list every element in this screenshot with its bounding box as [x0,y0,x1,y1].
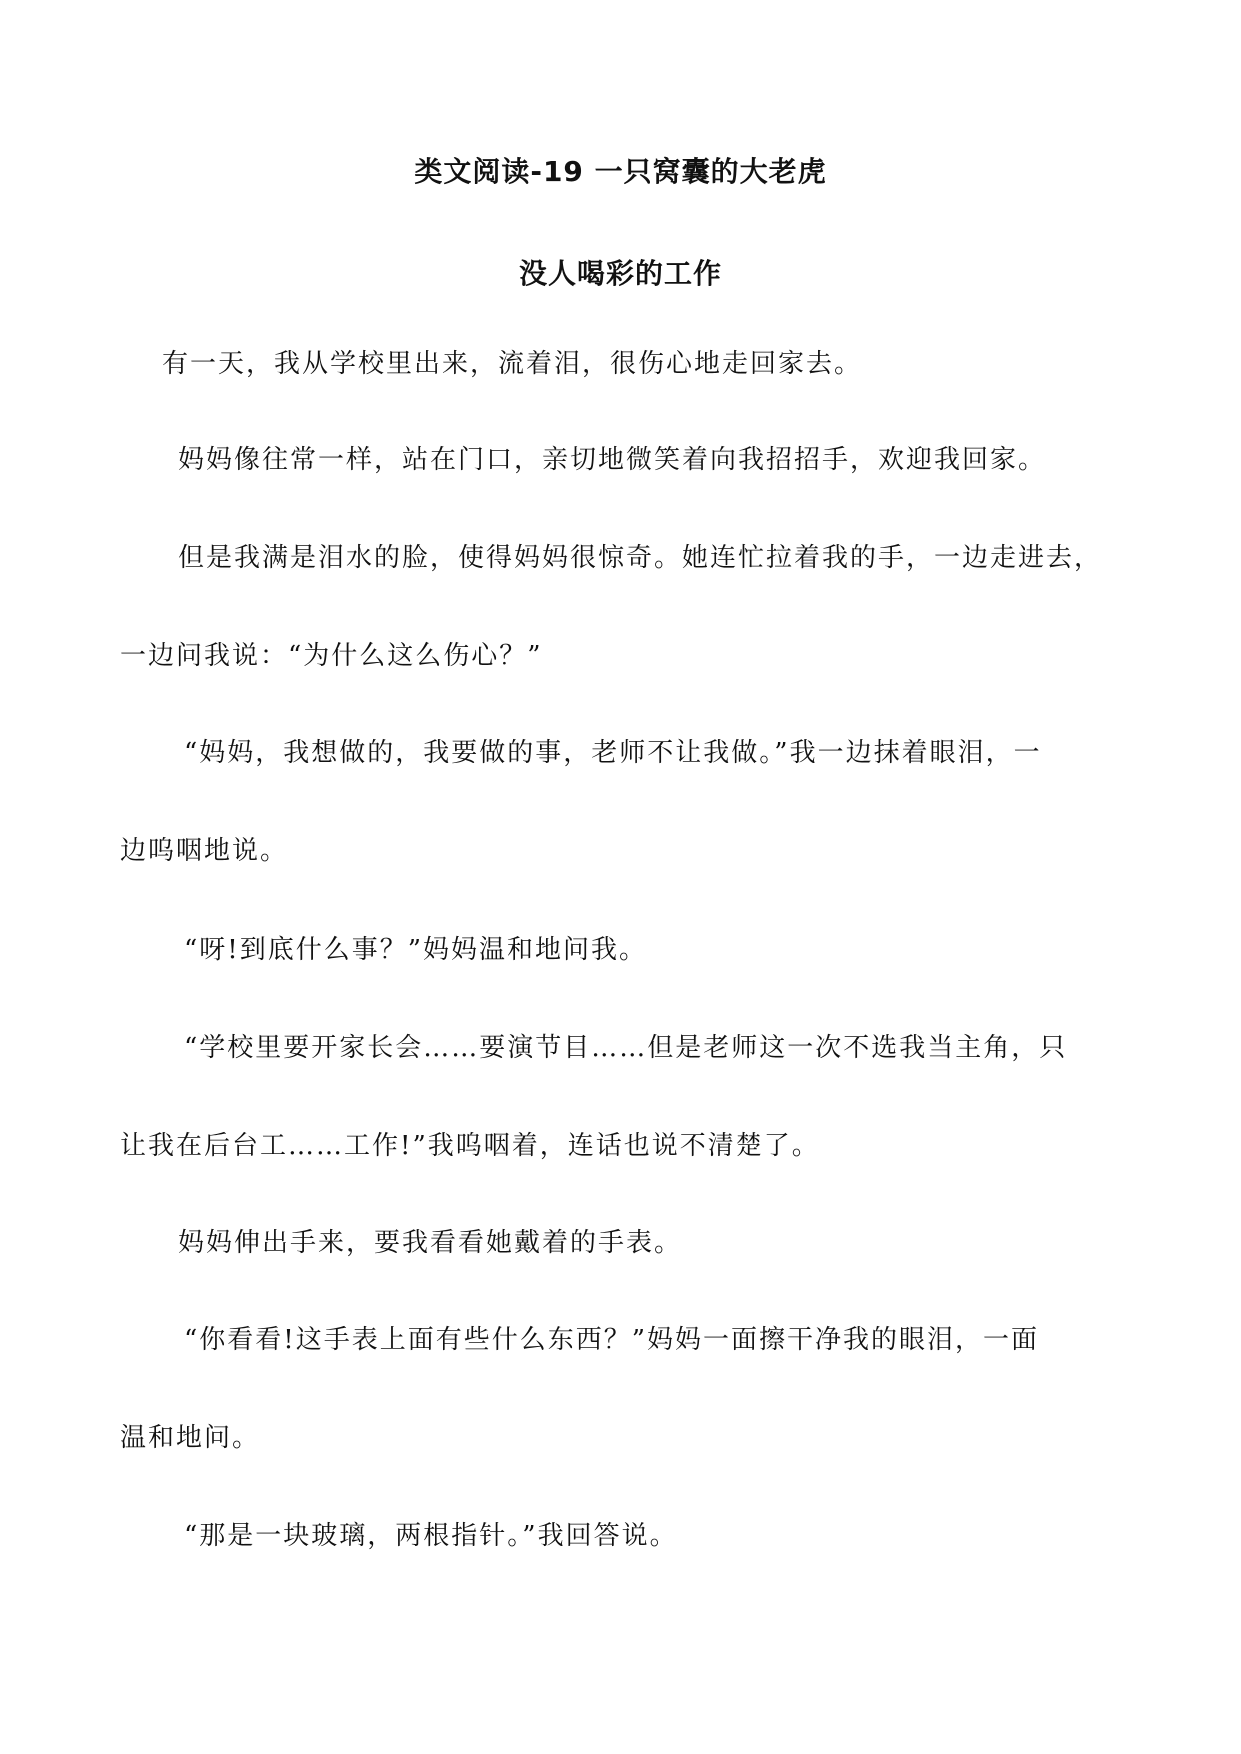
paragraph-line: “妈妈，我想做的，我要做的事，老师不让我做。”我一边抹着眼泪，一 [184,738,1042,768]
paragraph-line: 妈妈像往常一样，站在门口，亲切地微笑着向我招招手，欢迎我回家。 [178,445,1047,475]
paragraph-line: 边呜咽地说。 [120,836,289,866]
document-title: 类文阅读-19 一只窝囊的大老虎 [414,155,827,188]
paragraph-line: “学校里要开家长会……要演节目……但是老师这一次不选我当主角，只 [184,1033,1068,1063]
paragraph-line: 温和地问。 [120,1423,261,1453]
document-subtitle: 没人喝彩的工作 [518,257,722,290]
paragraph-line: “那是一块玻璃，两根指针。”我回答说。 [184,1521,678,1551]
paragraph-line: 一边问我说：“为什么这么伤心？” [120,641,543,671]
paragraph-line: “呀!到底什么事？”妈妈温和地问我。 [184,935,648,965]
paragraph-line: 有一天，我从学校里出来，流着泪，很伤心地走回家去。 [162,349,863,379]
paragraph-line: “你看看!这手表上面有些什么东西？”妈妈一面擦干净我的眼泪，一面 [184,1325,1040,1355]
paragraph-line: 让我在后台工……工作!”我呜咽着，连话也说不清楚了。 [120,1131,820,1161]
paragraph-line: 但是我满是泪水的脸，使得妈妈很惊奇。她连忙拉着我的手，一边走进去， [178,543,1103,573]
paragraph-line: 妈妈伸出手来，要我看看她戴着的手表。 [178,1228,683,1258]
